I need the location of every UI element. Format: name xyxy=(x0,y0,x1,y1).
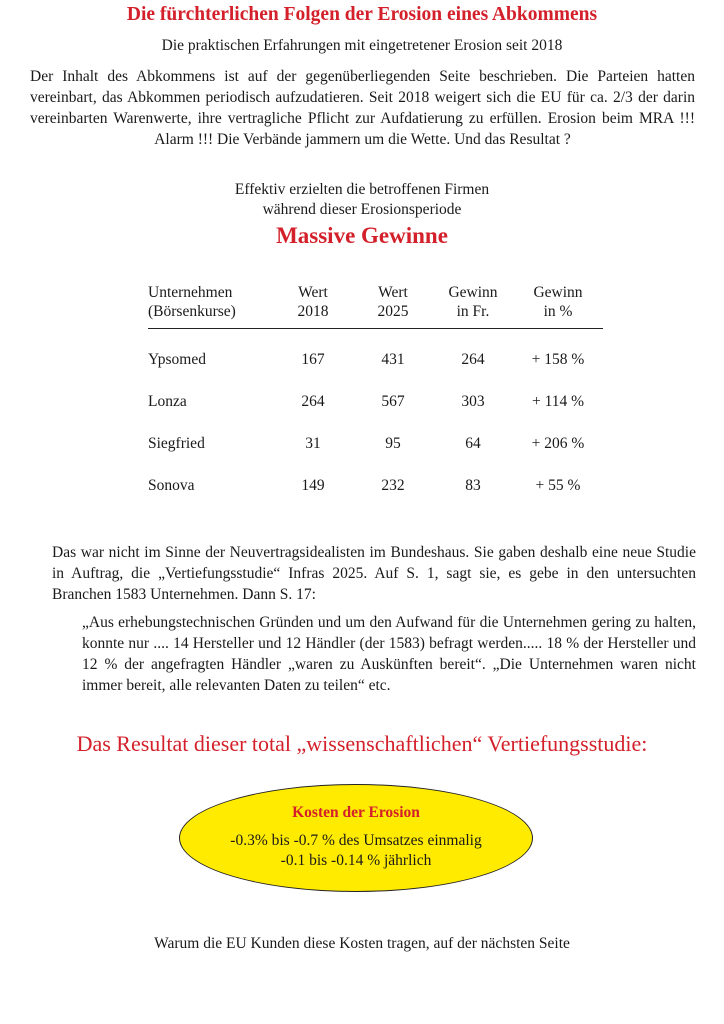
gain-chf: 264 xyxy=(461,351,485,368)
company-name: Sonova xyxy=(148,477,195,494)
study-paragraph: Das war nicht im Sinne der Neuvertragsidealisten im Bundeshaus. Sie gaben deshalb eine neue Studie in Auftrag, die „Vertiefungsstudie“ Infras 2025. Auf S. 1, sagt sie, es gebe in den untersuchten Branchen 1583 Unternehmen. Dann S. 17: xyxy=(52,544,696,603)
massive-gains-heading: Massive Gewinne xyxy=(276,223,448,248)
intro-paragraph: Der Inhalt des Abkommens ist auf der gegenüberliegenden Seite beschrieben. Die Parteien hatten vereinbart, das Abkommen periodisch aufzudatieren. Seit 2018 weigert sich die EU für ca. 2/3 der darin vereinbarten Warenwerte, ihre vertragliche Pflicht zur Aufdatierung zu erfüllen. Erosion beim MRA !!! Alarm !!! Die Verbände jammern um die Wette. Und das Resultat ? xyxy=(30,68,695,148)
value-2018: 149 xyxy=(301,477,325,494)
erosion-cost-ellipse xyxy=(179,784,533,892)
gain-percent: + 158 % xyxy=(531,351,585,368)
company-name: Lonza xyxy=(148,393,187,410)
company-name: Siegfried xyxy=(148,435,205,452)
erosion-cost-title: Kosten der Erosion xyxy=(292,804,420,821)
value-2025: 431 xyxy=(381,351,405,368)
table-row xyxy=(148,329,603,382)
value-2018: 31 xyxy=(305,435,321,452)
table-row xyxy=(148,423,603,465)
erosion-cost-line-2: -0.1 bis -0.14 % jährlich xyxy=(280,852,432,869)
lead-text xyxy=(0,180,724,220)
page-title: Die fürchterlichen Folgen der Erosion eines Abkommens xyxy=(126,4,598,25)
result-heading: Das Resultat dieser total „wissenschaftlichen“ Vertiefungsstudie: xyxy=(76,731,648,756)
company-name: Ypsomed xyxy=(148,351,206,368)
header-value-2018: Wert 2018 xyxy=(273,283,353,329)
gain-percent: + 206 % xyxy=(531,435,585,452)
value-2025: 95 xyxy=(385,435,401,452)
lead-line-2: während dieser Erosionsperiode xyxy=(262,201,462,218)
header-company: Unternehmen (Börsenkurse) xyxy=(148,283,273,329)
value-2018: 264 xyxy=(301,393,325,410)
lead-line-1: Effektiv erzielten die betroffenen Firmen xyxy=(234,181,490,198)
table-row xyxy=(148,381,603,423)
header-gain-percent: Gewinn in % xyxy=(513,283,603,329)
gains-table xyxy=(148,283,603,507)
table-row xyxy=(148,465,603,507)
gain-chf: 303 xyxy=(461,393,485,410)
header-gain-chf: Gewinn in Fr. xyxy=(433,283,513,329)
page-subtitle: Die praktischen Erfahrungen mit eingetretener Erosion seit 2018 xyxy=(161,37,563,54)
value-2018: 167 xyxy=(301,351,325,368)
footer-note: Warum die EU Kunden diese Kosten tragen, auf der nächsten Seite xyxy=(154,935,570,952)
value-2025: 567 xyxy=(381,393,405,410)
gain-percent: + 55 % xyxy=(535,477,581,494)
header-value-2025: Wert 2025 xyxy=(353,283,433,329)
gain-chf: 64 xyxy=(465,435,481,452)
table-header-row xyxy=(148,283,603,329)
gain-percent: + 114 % xyxy=(531,393,585,410)
erosion-cost-line-1: -0.3% bis -0.7 % des Umsatzes einmalig xyxy=(230,832,482,849)
gain-chf: 83 xyxy=(465,477,481,494)
study-quote: „Aus erhebungstechnischen Gründen und um den Aufwand für die Unternehmen gering zu halten, konnte nur .... 14 Hersteller und 12 Händler (der 1583) befragt werden..... 18 % der Hersteller und 12 % der angefragten Händler „waren zu Auskünften bereit“. „Die Unternehmen waren nicht immer bereit, alle relevanten Daten zu teilen“ etc. xyxy=(82,614,696,694)
value-2025: 232 xyxy=(381,477,405,494)
